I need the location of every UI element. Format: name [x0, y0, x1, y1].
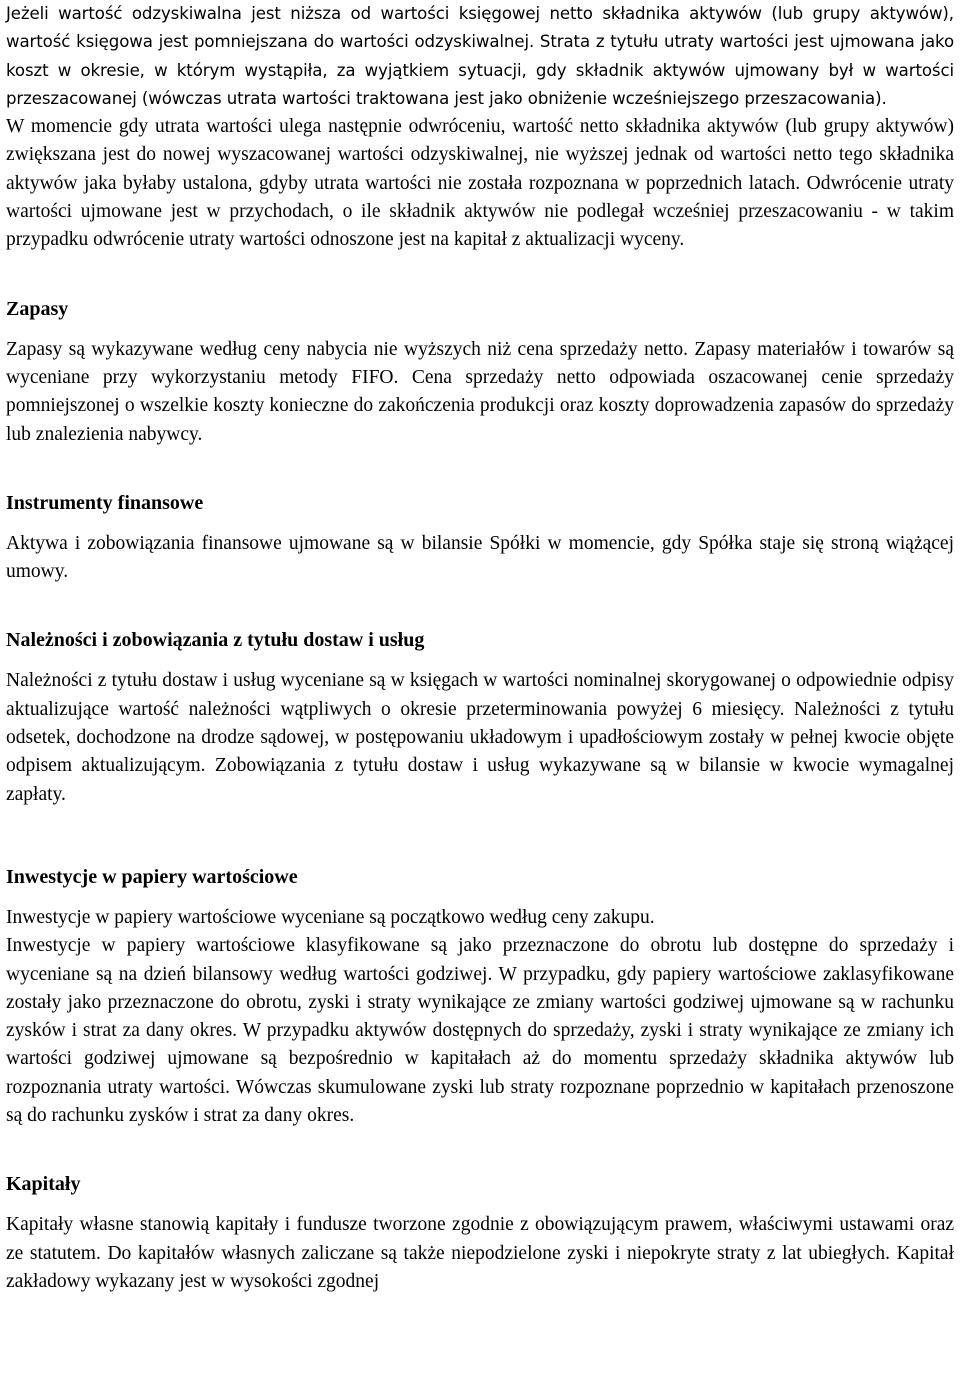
heading-instrumenty-finansowe: Instrumenty finansowe [6, 491, 204, 514]
heading-inwestycje: Inwestycje w papiery wartościowe [6, 865, 298, 888]
impairment-intro-sans-text: Jeżeli wartość odzyskiwalna jest niższa od wartości księgowej netto składnika aktywów (lub grupy aktywów), wartość księgowa jest pomniejszana do wartości odzyskiwalnej. Strata z tytułu utraty wartości jest ujmowana jako koszt w okresie, w którym wystąpiła, za wyjątkiem sytuacji, gdy składnik aktywów ujmowany był w wartości przeszacowanej (wówczas utrata wartości traktowana jest jako obniżenie wcześniejszego przeszacowania). [6, 4, 954, 108]
paragraph-inwestycje-2: Inwestycje w papiery wartościowe klasyfikowane są jako przeznaczone do obrotu lub dostępne do sprzedaży i wyceniane są na dzień bilansowy według wartości godziwej. W przypadku, gdy papiery wartościowe zaklasyfikowane zostały jako przeznaczone do obrotu, zyski i straty wynikające ze zmiany wartości godziwej ujmowane są w rachunku zysków i strat za dany okres. W przypadku aktywów dostępnych do sprzedaży, zyski i straty wynikające ze zmiany ich wartości godziwej ujmowane są bezpośrednio w kapitałach aż do momentu sprzedaży składnika aktywów lub rozpoznania utraty wartości. Wówczas skumulowane zyski lub straty rozpoznane poprzednio w kapitałach przenoszone są do rachunku zysków i strat za dany okres. [6, 935, 954, 1127]
heading-naleznosci: Należności i zobowiązania z tytułu dostaw i usług [6, 629, 425, 652]
paragraph-impairment-reversal: W momencie gdy utrata wartości ulega następnie odwróceniu, wartość netto składnika aktywów (lub grupy aktywów) zwiększana jest do nowej wyszacowanej wartości odzyskiwalnej, nie wyższej jednak od wartości netto tego składnika aktywów jaka byłaby ustalona, gdyby utrata wartości nie została rozpoznana w poprzednich latach. Odwrócenie utraty wartości ujmowane jest w przychodach, o ile składnik aktywów nie podlegał wcześniej przeszacowaniu - w takim przypadku odwrócenie utraty wartości odnoszone jest na kapitał z aktualizacji wyceny. [6, 116, 954, 251]
paragraph-instrumenty-finansowe: Aktywa i zobowiązania finansowe ujmowane są w bilansie Spółki w momencie, gdy Spółka staje się stroną wiążącej umowy. [6, 532, 954, 583]
heading-kapitaly: Kapitały [6, 1173, 81, 1196]
paragraph-naleznosci: Należności z tytułu dostaw i usług wyceniane są w księgach w wartości nominalnej skorygowanej o odpowiednie odpisy aktualizujące wartość należności wątpliwych o okresie przeterminowania powyżej 6 miesięcy. Należności z tytułu odsetek, dochodzone na drodze sądowej, w postępowaniu układowym i upadłościowym zostały w pełnej kwocie objęte odpisem aktualizującym. Zobowiązania z tytułu dostaw i usług wykazywane są w bilansie w kwocie wymagalnej zapłaty. [6, 670, 954, 805]
paragraph-impairment-intro [6, 0, 954, 113]
paragraph-zapasy: Zapasy są wykazywane według ceny nabycia nie wyższych niż cena sprzedaży netto. Zapasy materiałów i towarów są wyceniane przy wykorzystaniu metody FIFO. Cena sprzedaży netto odpowiada oszacowanej cenie sprzedaży pomniejszonej o wszelkie koszty konieczne do zakończenia produkcji oraz koszty doprowadzenia zapasów do sprzedaży lub znalezienia nabywcy. [6, 338, 954, 445]
paragraph-inwestycje-1: Inwestycje w papiery wartościowe wyceniane są początkowo według ceny zakupu. [6, 906, 655, 928]
heading-zapasy: Zapasy [6, 297, 69, 320]
paragraph-kapitaly: Kapitały własne stanowią kapitały i fundusze tworzone zgodnie z obowiązującym prawem, właściwymi ustawami oraz ze statutem. Do kapitałów własnych zaliczane są także niepodzielone zyski i niepokryte straty z lat ubiegłych. Kapitał zakładowy wykazany jest w wysokości zgodnej [6, 1214, 954, 1292]
document-page [6, 0, 954, 1296]
